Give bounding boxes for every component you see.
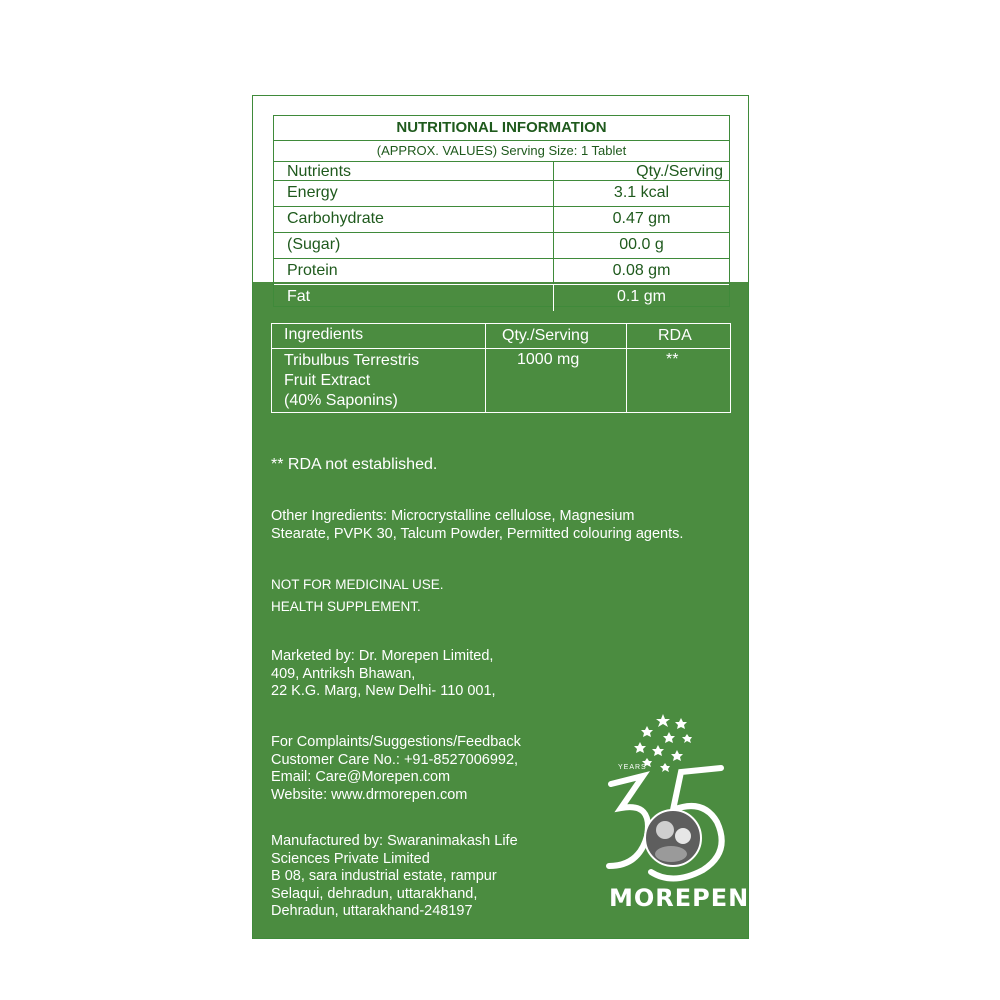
qty-header: Qty./Serving — [553, 162, 729, 180]
nutrition-row — [274, 285, 729, 311]
morepen-35-years-logo — [603, 706, 750, 921]
nutrition-title: NUTRITIONAL INFORMATION — [274, 116, 729, 141]
star-icon — [641, 726, 653, 737]
ingredient-rda: ** — [666, 351, 679, 368]
nutrition-row — [274, 259, 729, 285]
nutrition-subtitle: (APPROX. VALUES) Serving Size: 1 Tablet — [274, 141, 729, 162]
nutrient-name: (Sugar) — [287, 236, 341, 253]
disclaimer: NOT FOR MEDICINAL USE. HEALTH SUPPLEMENT. — [271, 577, 444, 614]
nutrient-name: Energy — [287, 184, 338, 201]
nutrition-header-row — [274, 162, 729, 181]
nutrient-name: Fat — [287, 288, 311, 305]
star-icon — [675, 718, 687, 729]
digit-three — [609, 776, 648, 866]
rda-header: RDA — [658, 327, 692, 344]
star-icon — [682, 734, 692, 743]
nutrition-row — [274, 233, 729, 259]
nutrient-name: Protein — [287, 262, 338, 279]
product-label — [252, 95, 749, 939]
star-icon — [663, 732, 675, 743]
other-ingredients: Other Ingredients: Microcrystalline cellulose, Magnesium Stearate, PVPK 30, Talcum Powder, Permitted colouring agents. — [271, 508, 684, 542]
ingredients-table — [271, 323, 731, 413]
nutrient-qty: 0.1 gm — [553, 285, 729, 311]
ingredient-name: Tribulbus Terrestris Fruit Extract (40% Saponins) — [284, 352, 420, 409]
nutrient-qty: 0.47 gm — [553, 207, 729, 232]
star-icon — [660, 763, 670, 772]
star-icon — [634, 742, 646, 753]
nutrition-table — [273, 115, 730, 307]
brand-name: MOREPEN — [609, 884, 750, 912]
nutrients-header: Nutrients — [287, 163, 352, 180]
column-divider — [626, 324, 627, 412]
years-text: YEARS — [618, 764, 647, 771]
nutrition-row — [274, 207, 729, 233]
contact-info: For Complaints/Suggestions/Feedback Customer Care No.: +91-8527006992, Email: Care@Morepen.com Website: www.drmorepen.com — [271, 734, 521, 803]
marketed-by: Marketed by: Dr. Morepen Limited, 409, Antriksh Bhawan, 22 K.G. Marg, New Delhi- 110 001, — [271, 648, 496, 699]
nutrient-qty: 3.1 kcal — [553, 181, 729, 206]
nutrient-name: Carbohydrate — [287, 210, 384, 227]
star-icon — [671, 750, 683, 761]
rda-note: ** RDA not established. — [271, 456, 438, 473]
star-icon — [656, 714, 670, 727]
nutrient-qty: 0.08 gm — [553, 259, 729, 284]
ingredients-header: Ingredients — [284, 326, 364, 343]
qty-header: Qty./Serving — [502, 327, 589, 344]
star-icon — [652, 745, 664, 756]
manufactured-by: Manufactured by: Swaranimakash Life Sciences Private Limited B 08, sara industrial estate, rampur Selaqui, dehradun, uttarakhand, Dehradun, uttarakhand-248197 — [271, 833, 518, 919]
nutrition-row — [274, 181, 729, 207]
ingredient-qty: 1000 mg — [517, 351, 580, 368]
nutrient-qty: 00.0 g — [553, 233, 729, 258]
column-divider — [485, 324, 486, 412]
